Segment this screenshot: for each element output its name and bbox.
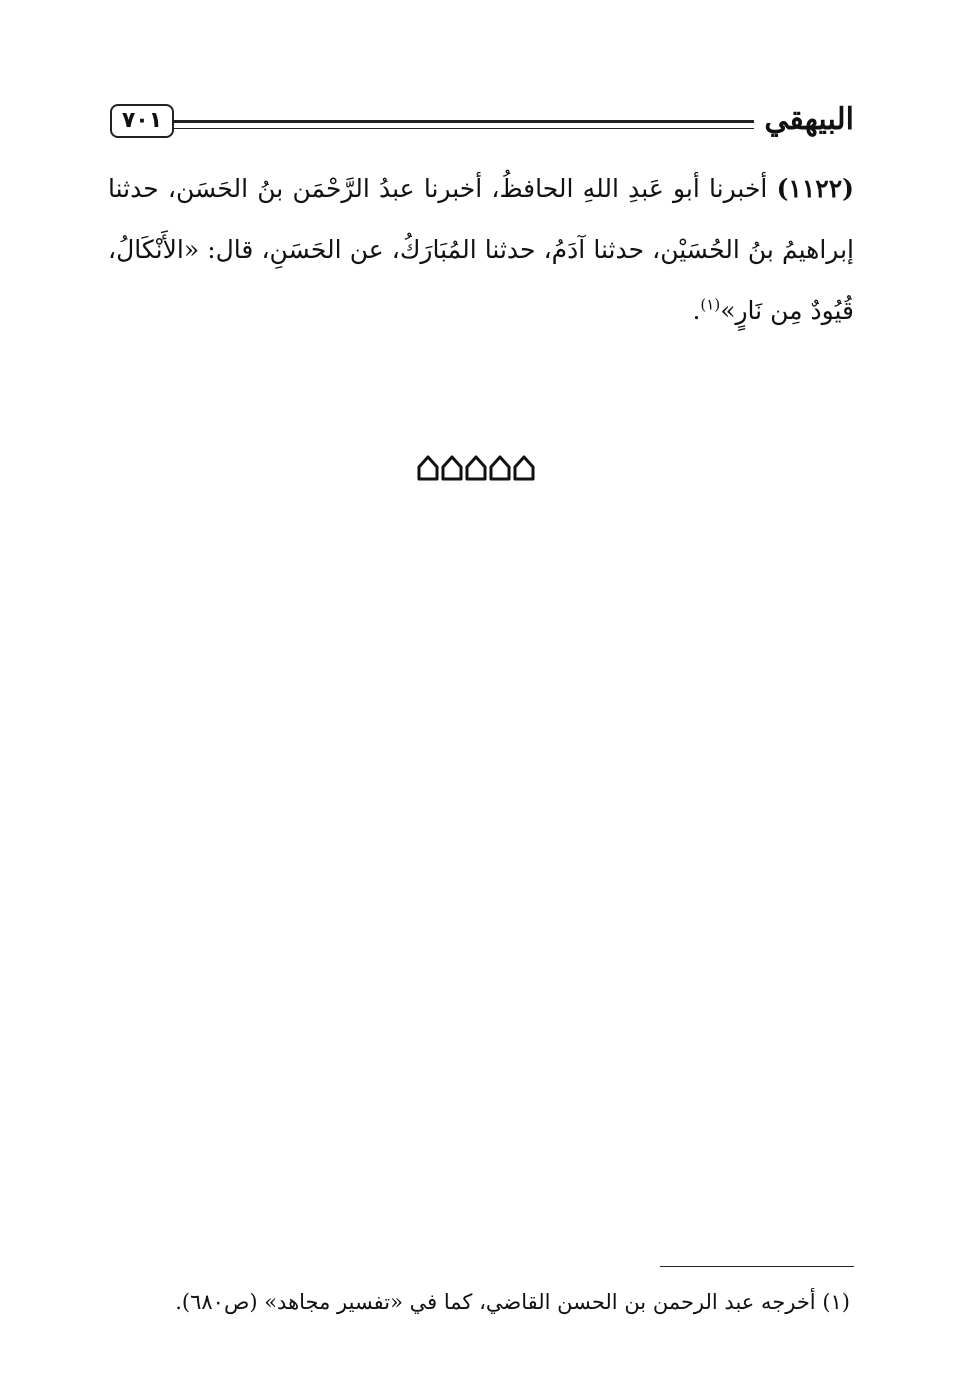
arch-ornament-icon	[416, 452, 542, 482]
hadith-text: أخبرنا أبو عَبدِ اللهِ الحافظُ، أخبرنا عبدُ الرَّحْمَن بنُ الحَسَن، حدثنا إبراهيمُ بنُ الحُسَيْن، حدثنا آدَمُ، حدثنا المُبَارَكُ، عن الحَسَنِ، قال: «الأَنْكَالُ، قُيُودٌ مِن نَارٍ»	[108, 174, 854, 325]
footnote-separator	[660, 1266, 854, 1267]
header-rule	[174, 120, 754, 129]
page-number: ٧٠١	[110, 104, 174, 138]
book-title: البيهقي	[764, 102, 854, 137]
section-divider-ornament	[0, 452, 958, 486]
hadith-number: (١١٢٢)	[776, 174, 854, 203]
hadith-paragraph	[108, 158, 854, 341]
footnote-reference[interactable]: (١)	[700, 295, 721, 314]
page-header	[110, 98, 854, 150]
footnote: (١) أخرجه عبد الرحمن بن الحسن القاضي، كما في «تفسير مجاهد» (ص٦٨٠).	[175, 1290, 850, 1314]
end-punctuation: .	[692, 296, 701, 325]
